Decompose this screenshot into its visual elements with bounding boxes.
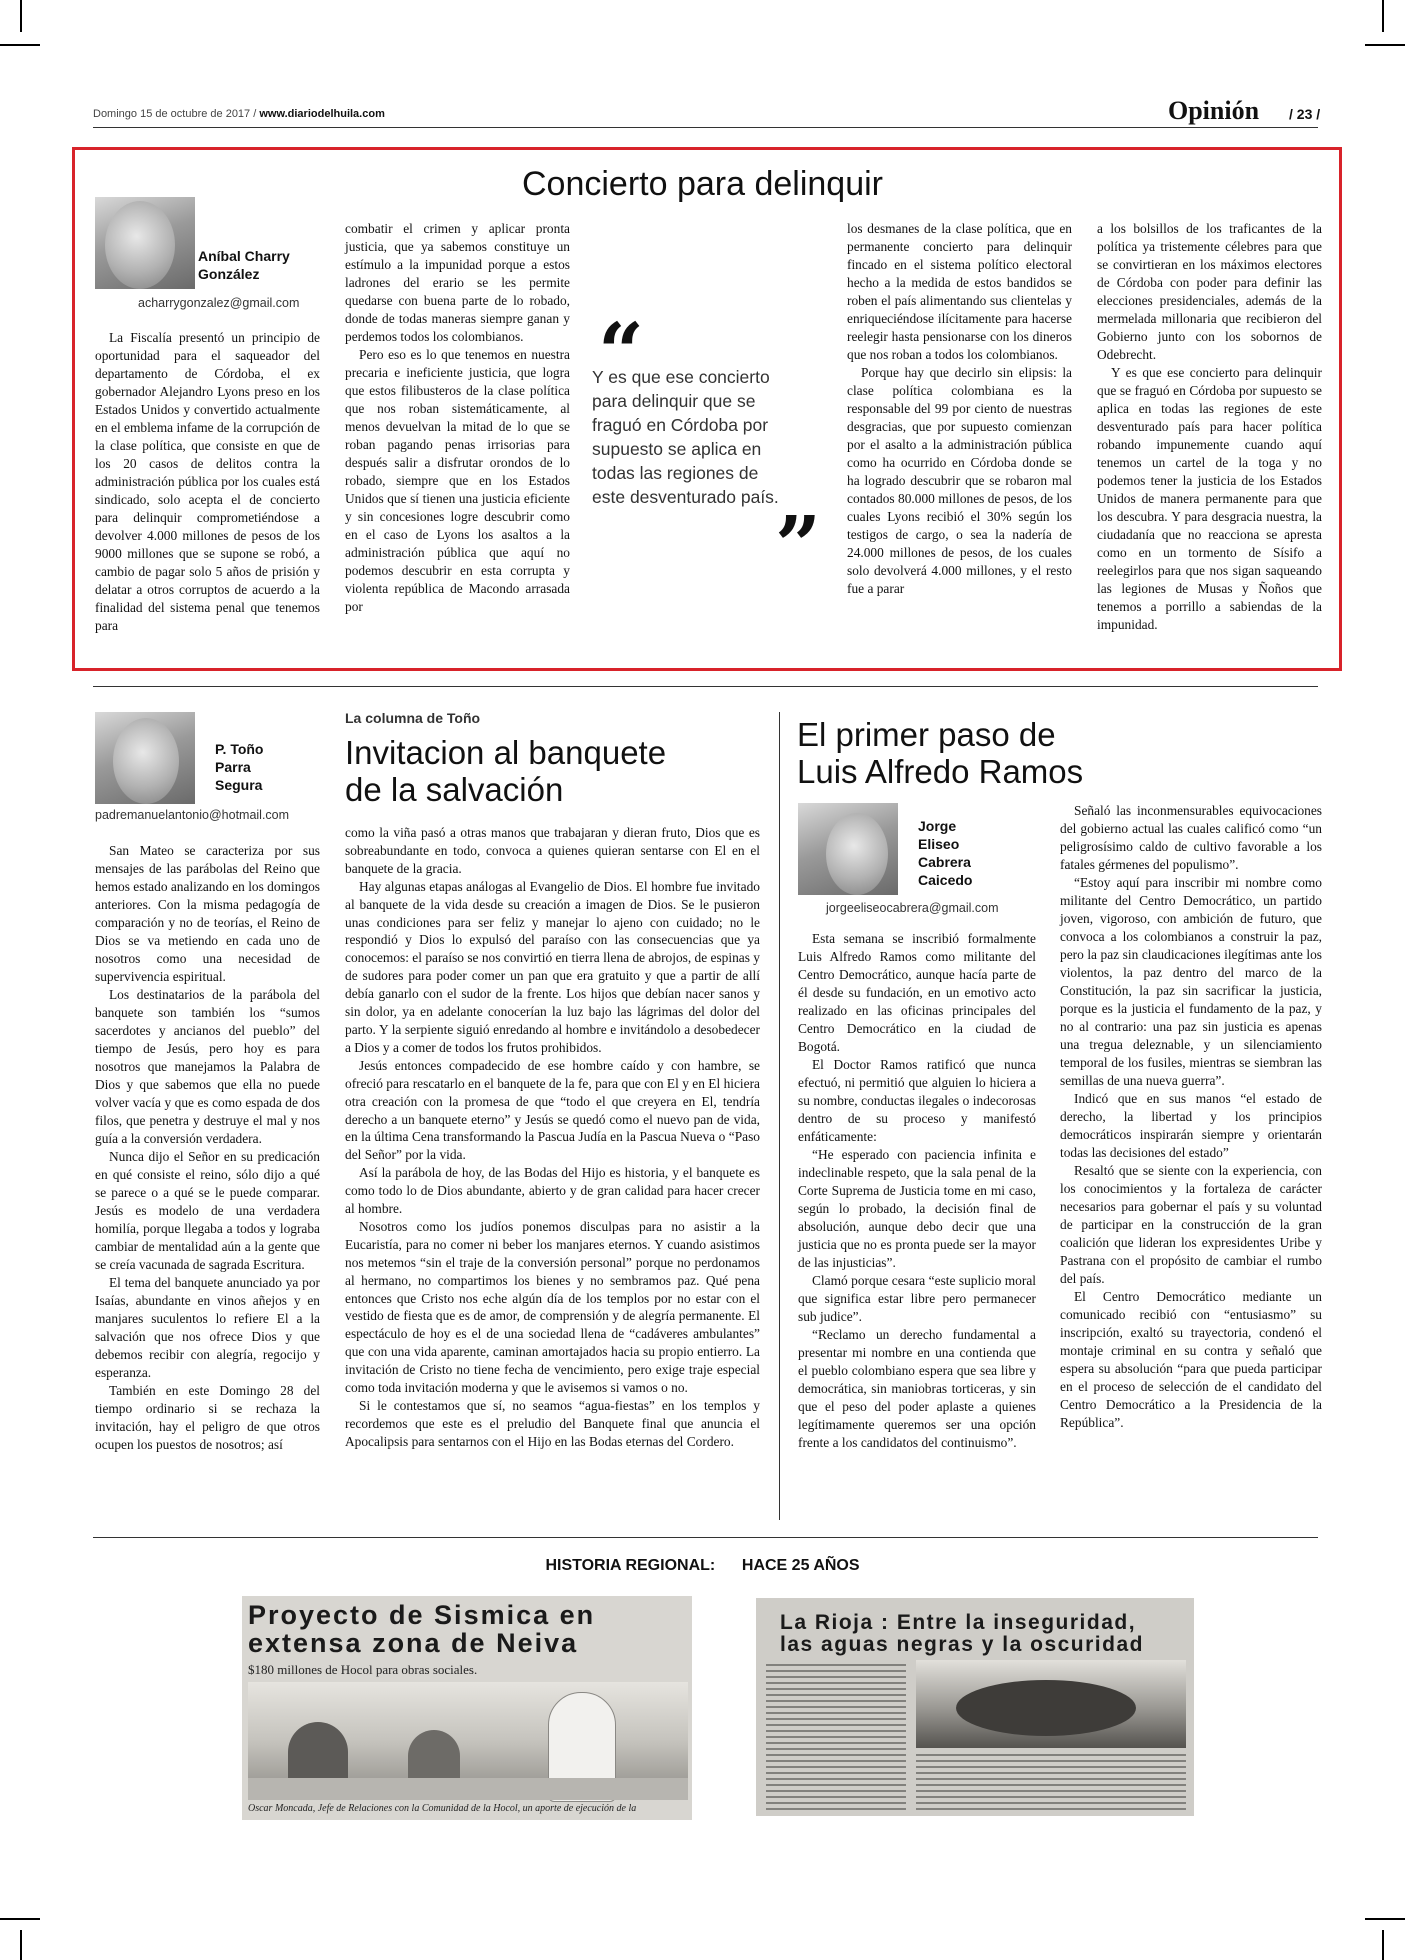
paragraph: San Mateo se caracteriza por sus mensajes de las parábolas del Reino que hemos estado analizando en los domingos anteriores. Con la misma pedagogía de comparación y no de teorías, el Reino de Dios se va metiendo en cada uno de nosotros como una necesidad de supervivencia espiritual.: [95, 843, 320, 984]
author-photo: [95, 197, 195, 289]
crop-mark: [1382, 0, 1384, 32]
paragraph: como la viña pasó a otras manos que trabajaran y dieran fruto, Dios que es sobreabundante en todo, convoca a quienes quieran sentarse con El en el banquete de la gracia.: [345, 825, 760, 876]
paragraph: Jesús entonces compadecido de ese hombre caído y con hambre, se ofreció para rescatarlo en el banquete de la fe, para que con El y en El hiciera otra creación con la promesa de que “todo el que creyera en El, tendría derecho a un banquete eterno” y Jesús se quedó como el nuevo pan de vida, en la última Cena transformando la Pascua Judía en la Pascua Nueva o “Paso del Señor” por la vida.: [345, 1057, 760, 1163]
paragraph: Y es que ese concierto para delinquir que se fraguó en Córdoba por supuesto se aplica en todas las regiones de este desventurado país para hacer política robando impunemente cuando aquí tenemos un cartel de la toga y no podemos tener la justicia de los Estados Unidos de manera permanente para que los descubra. Y para desgracia nuestra, la ciudadanía que no reacciona se apresta como en un tormento de Sísifo a reelegirlos para que nos sigan saqueando las legiones de Musas y Ñoños que tenemos a porrillo a sabiendas de la impunidad.: [1097, 365, 1322, 632]
clipping-headline: las aguas negras y la oscuridad: [780, 1633, 1144, 1656]
article-headline: El primer paso de Luis Alfredo Ramos: [797, 716, 1084, 790]
paragraph: “Estoy aquí para inscribir mi nombre como militante del Centro Democrático, un partido joven, vigoroso, con ambición de futuro, que convoca a los colombianos a construir la paz, pero la paz sin claudicaciones ilegítimas ante los violentos, la paz dentro del marco de la Constitución, la paz sin sacrificar la justicia, porque es la justicia el fundamento de la paz, y no al contrario: una paz sin justicia es apenas una tregua deleznable, y un silenciamiento temporal de los fusiles, mientras se siembran las semillas de una nueva guerra”.: [1060, 875, 1322, 1088]
crop-mark: [1365, 44, 1405, 46]
paragraph: Clamó porque cesara “este suplicio moral que significa estar libre pero permanecer sub judice”.: [798, 1273, 1036, 1324]
article-column: [345, 220, 570, 616]
crop-mark: [0, 44, 40, 46]
clipping-headline: Proyecto de Sismica en: [248, 1600, 596, 1630]
article-column: [1097, 220, 1322, 634]
paragraph: Porque hay que decirlo sin elipsis: la clase política colombiana es la responsable del 99 por ciento de nuestras desgracias, que por supuesto comienzan por el asalto a la administración pública como ha ocurrido en Córdoba donde se ha logrado descubrir que se robaron mal contados 80.000 millones de pesos, de los cuales Lyons recibió el 30% según los testigos de cargo, o sea la nadería de 24.000 millones de pesos, de los cuales solo devolverá 4.000 millones, y el resto fue a parar: [847, 365, 1072, 596]
clipping-text: [766, 1664, 906, 1812]
archive-clipping: [242, 1596, 692, 1820]
clipping-text: [916, 1754, 1186, 1812]
clipping-headline: extensa zona de Neiva: [248, 1628, 579, 1658]
paragraph: Indicó que en sus manos “el estado de derecho, la libertad y los principios democráticos inspirarán siempre y orientarán todas las decisiones del estado”: [1060, 1091, 1322, 1160]
crop-mark: [20, 0, 22, 32]
crop-mark: [0, 1918, 40, 1920]
page-number: / 23 /: [1289, 106, 1321, 122]
paragraph: Nunca dijo el Señor en su predicación en qué consiste el reino, sólo dijo a qué se parece o a qué se le puede comparar. Jesús es modelo de una verdadera homilía, porque llegaba a todos y lograba cambiar de mentalidad aún a la gente que se creía vacunada de sagrada Escritura.: [95, 1149, 320, 1272]
section-divider: [93, 686, 1318, 687]
paragraph: Los destinatarios de la parábola del banquete son también los “sumos sacerdotes y ancianos del pueblo” del tiempo de Jesús, pero hoy es para nosotros que manejamos la Palabra de Dios y que sabemos que ella no puede volver vacía y que es como espada de dos filos, que penetra y destruye el mal y nos guía a la conversión verdadera.: [95, 987, 320, 1146]
paragraph: El Doctor Ramos ratificó que nunca efectuó, ni permitió que alguien lo hiciera a su nombre, conductas ilegales o indecorosas dentro de su proceso y manifestó enfáticamente:: [798, 1057, 1036, 1144]
paragraph: “He esperado con paciencia infinita e indeclinable respeto, que la sala penal de la Corte Suprema de Justicia tome en mi caso, según lo probado, la decisión final de absolución, aunque debo decir que una justicia que no es pronta puede ser la mayor de las injusticias”.: [798, 1147, 1036, 1270]
column-divider: [779, 712, 780, 1520]
author-name: Aníbal Charry González: [198, 248, 290, 282]
paragraph: Así la parábola de hoy, de las Bodas del Hijo es historia, y el banquete es como todo lo de Dios abundante, abierto y de gran calidad para hacer crecer al hombre.: [345, 1165, 760, 1217]
paragraph: combatir el crimen y aplicar pronta justicia, que ya sabemos constituye un estímulo a la impunidad porque a estos ladrones del erario se les permite quedarse con buena parte de lo robado, donde de todas maneras siempre ganan y perdemos todos los colombianos.: [345, 221, 570, 344]
page-header-date: [93, 108, 385, 120]
clipping-photo: [248, 1682, 688, 1800]
header-site-link[interactable]: www.diariodelhuila.com: [259, 108, 385, 120]
header-date: Domingo 15 de octubre de 2017 /: [93, 108, 257, 120]
article-column: [95, 329, 320, 635]
author-name: Jorge Eliseo Cabrera Caicedo: [918, 818, 973, 888]
close-quote-icon: ”: [775, 498, 822, 592]
article-column: [798, 930, 1036, 1452]
history-section-title: HISTORIA REGIONAL: HACE 25 AÑOS: [545, 1557, 860, 1574]
author-name: P. Toño Parra Segura: [215, 741, 264, 793]
crop-mark: [20, 1930, 22, 1960]
paragraph: El Centro Democrático mediante un comunicado recibió con “entusiasmo” su inscripción, exaltó su trayectoria, condenó el montaje criminal en su contra y señaló que espera su absolución “para que pueda participar en el proceso de selección de el candidato del Centro Democrático a la Presidencia de la República”.: [1060, 1289, 1322, 1430]
clipping-photo: [916, 1660, 1186, 1748]
paragraph: Nosotros como los judíos ponemos disculpas para no asistir a la Eucaristía, para no comer ni beber los manjares eternos. Y cuando asistimos nos metemos “sin el traje de la conversión personal” porque no perdonamos al hermano, no compartimos los bienes y no sembramos paz. Qué pena entonces que Cristo nos eche algún día de los templos por no estar con el vestido de fiesta que es de amor, de comprensión y de alegría permanente. El espectáculo de hoy es el de una sociedad llena de “cadáveres ambulantes” que con una vida aparente, caminan amortajados hacia su propio entierro. La invitación de Cristo no tiene fecha de vencimiento, pero exige traje especial como toda invitación moderna y que le avisemos si vamos o no.: [345, 1218, 760, 1396]
clipping-caption: Oscar Moncada, Jefe de Relaciones con la Comunidad de la Hocol, un aporte de ejecución de la: [248, 1803, 637, 1814]
paragraph: Si le contestamos que sí, no seamos “agua-fiestas” en los templos y recordemos que este es el preludio del Banquete final que anuncia el Apocalipsis para sentarnos con el Hijo en las Bodas eternas del Cordero.: [345, 1398, 760, 1449]
paragraph: “Reclamo un derecho fundamental a presentar mi nombre en una contienda que el pueblo colombiano espera que sea libre y democrática, sin maniobras torticeras, y sin que el peso del poder aplaste a quienes legítimamente queremos ser una opción frente a los candidatos del continuismo”.: [798, 1327, 1036, 1450]
article-column: [95, 842, 320, 1454]
open-quote-icon: “: [598, 305, 645, 399]
paragraph: Hay algunas etapas análogas al Evangelio de Dios. El hombre fue invitado al banquete de la vida desde su creación a imagen de Dios. Se le pusieron unas condiciones para ser feliz y manejar lo ajeno con cuidado; no le respondió y Dios lo expulsó del paraíso con las consecuencias que ya conocemos: el paraíso se nos convirtió en tierra llena de abrojos, de espinas y de sudores para poder comer un pan que era gratuito y que a partir de allí debía ganarlo con el sudor de la frente. Los hijos que debían nacer sanos y sin dolor, ya en adelante conocerían la luz bajo las lágrimas del dolor del parto. Y la serpiente siguió enredando al hombre e invitándolo a desobedecer a Dios y a comer de todos los frutos prohibidos.: [345, 878, 760, 1055]
paragraph: El tema del banquete anunciado ya por Isaías, abundante en vinos añejos y en manjares suculentos lo refiere El a la salvación que nos ofrece Dios y que debemos recibir con alegría, regocijo y esperanza.: [95, 1275, 320, 1380]
paragraph: a los bolsillos de los traficantes de la política ya tristemente célebres para que se convirtieran en los máximos electores de Córdoba con poder para definir las elecciones presidenciales, además de la mermelada millonaria que recibieron del Gobierno junto con los sobornos de Odebrecht.: [1097, 221, 1322, 362]
article-column: [345, 824, 760, 1451]
paragraph: Esta semana se inscribió formalmente Luis Alfredo Ramos como militante del Centro Democrático, aunque hacía parte de él desde su fundación, en un emotivo acto realizado en las oficinas principales del Centro Democrático en la ciudad de Bogotá.: [798, 931, 1036, 1054]
paragraph: Señaló las inconmensurables equivocaciones del gobierno actual las cuales calificó como “un peligrosísimo caldo de cultivo favorable a los fatales gérmenes del populismo”.: [1060, 803, 1322, 872]
author-email[interactable]: padremanuelantonio@hotmail.com: [95, 808, 290, 822]
archive-clipping: [756, 1598, 1194, 1816]
column-kicker: La columna de Toño: [345, 710, 481, 726]
crop-mark: [1382, 1930, 1384, 1960]
paragraph: La Fiscalía presentó un principio de oportunidad para el saqueador del departamento de Córdoba, el ex gobernador Alejandro Lyons preso en los Estados Unidos y convertido actualmente en el emblema infame de la corrupción de la clase política, que consiste en que de los 20 casos de delitos contra la administración pública por los cuales está sindicado, solo acepta el de concierto para delinquir comprometiéndose a devolver 4.000 millones de pesos de los 9000 millones que se supone se robó, a cambio de pagar solo 5 años de prisión y delatar a otros corruptos de acuerdo a la finalidad del sistema penal que tenemos para: [95, 330, 320, 633]
author-email[interactable]: acharrygonzalez@gmail.com: [138, 296, 300, 310]
author-photo: [798, 803, 898, 895]
paragraph: También en este Domingo 28 del tiempo ordinario si se rechaza la invitación, hay el peligro de que otros ocupen los puestos de nosotros; así: [95, 1383, 320, 1452]
article-headline: Invitacion al banquete de la salvación: [345, 734, 667, 808]
author-photo: [95, 712, 195, 804]
article-column: [1060, 802, 1322, 1432]
pull-quote: Y es que ese concierto para delinquir que se fraguó en Córdoba por supuesto se aplica en todas las regiones de este desventurado país.: [592, 367, 779, 507]
paragraph: Resaltó que se siente con la experiencia, con los conocimientos y la fortaleza de carácter necesarios para gobernar el país y su voluntad de participar en la construcción de la gran coalición que lideran los expresidentes Uribe y Pastrana con el propósito de cambiar el rumbo del país.: [1060, 1163, 1322, 1286]
section-title: Opinión: [1168, 96, 1260, 125]
featured-article-title: Concierto para delinquir: [522, 165, 883, 203]
clipping-headline: La Rioja : Entre la inseguridad,: [780, 1611, 1137, 1634]
paragraph: Pero eso es lo que tenemos en nuestra precaria e ineficiente justicia, que logra que estos filibusteros de la clase política que nos roban sistemáticamente, al menos devuelvan la mitad de lo que se roban pagando penas irrisorias para después salir a disfrutar orondos de lo robado, siempre que en los Estados Unidos que sí tienen una justicia eficiente y sin concesiones logre descubrir como en el caso de Lyons los asaltos a la administración pública que aquí no podemos descubrir en esta corrupta y violenta república de Macondo arrasada por: [345, 347, 570, 614]
header-divider: [93, 127, 1318, 128]
author-email[interactable]: jorgeeliseocabrera@gmail.com: [826, 901, 999, 915]
clipping-subheadline: $180 millones de Hocol para obras sociales.: [248, 1662, 478, 1677]
crop-mark: [1365, 1918, 1405, 1920]
article-column: [847, 220, 1072, 598]
section-divider: [93, 1537, 1318, 1538]
paragraph: los desmanes de la clase política, que en permanente concierto para delinquir fincado en el sistema político electoral hecho a la medida de estos bandidos se roben el país alimentando sus clientelas y enriqueciéndose ilícitamente para hacerse reelegir hasta pensionarse con los dineros que nos roban a todos los colombianos.: [847, 221, 1072, 362]
